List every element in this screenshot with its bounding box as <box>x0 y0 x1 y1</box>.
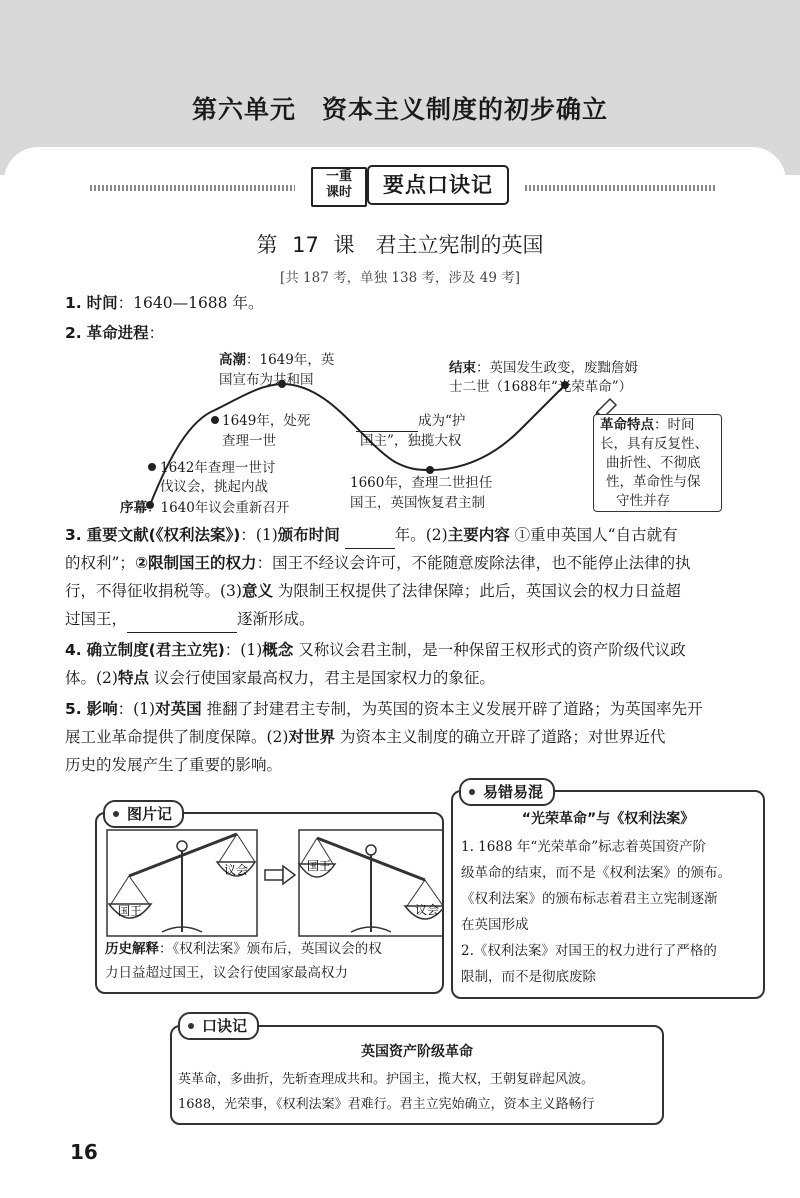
confusion-line-4: 在英国形成 <box>461 917 529 933</box>
lesson-title: 第 17 课 君主立宪制的英国 <box>256 233 544 257</box>
timeline-peak: 高潮：1649年，英 <box>219 352 335 368</box>
picture-box-tag: 图片记 <box>103 800 184 828</box>
exam-statistics: [共 187 考，单独 138 考，涉及 49 考] <box>280 270 520 286</box>
badge-lesson-tag: 一重 课时 <box>311 167 367 207</box>
left-parliament-label: 议会 <box>224 863 249 877</box>
picture-caption-2: 力日益超过国王，议会行使国家最高权力 <box>105 965 348 981</box>
item-bill-line-2: 的权利”；②限制国王的权力：国王不经议会许可，不能随意废除法律，也不能停止法律的执 <box>65 554 691 572</box>
item-system-line-2: 体。(2)特点 议会行使国家最高权力，君主是国家权力的象征。 <box>65 669 495 687</box>
confusion-box <box>451 790 765 999</box>
item-impact: 5. 影响：(1)对英国 推翻了封建君主专制，为英国的资本主义发展开辟了道路；为英国率先开 <box>65 700 703 718</box>
timeline-end-2: 士二世（1688年“光荣革命”） <box>449 379 633 395</box>
confusion-line-2: 级革命的结束，而不是《权利法案》的颁布。 <box>461 865 731 881</box>
mnemonic-line-2: 1688，光荣事，《权利法案》君难行。君主立宪始确立，资本主义路畅行 <box>178 1097 595 1112</box>
picture-caption-1: 历史解释：《权利法案》颁布后，英国议会的权 <box>105 941 382 957</box>
badge-title: 要点口诀记 <box>367 165 509 205</box>
unit-title: 第六单元 资本主义制度的初步确立 <box>191 95 608 124</box>
arrow-right-icon <box>265 866 295 884</box>
item-bill-of-rights: 3. 重要文献(《权利法案》)：(1)颁布时间 年。(2)主要内容 ①重申英国人“自古就有 <box>65 522 678 549</box>
timeline-prelude: 序幕：1640年议会重新召开 <box>120 500 290 516</box>
mnemonic-box-tag: 口诀记 <box>178 1012 259 1040</box>
item-bill-line-3: 行，不得征收捐税等。(3)意义 为限制王权提供了法律保障；此后，英国议会的权力日益超 <box>65 582 681 600</box>
item-time: 1. 时间：1640—1688 年。 <box>65 294 264 312</box>
item-impact-line-2: 展工业革命提供了制度保障。(2)对世界 为资本主义制度的确立开辟了道路；对世界近代 <box>65 728 666 746</box>
revolution-features-box: 革命特点：时间 长，具有反复性、 曲折性、不彻底 性，革命性与保 守性并存 <box>593 414 722 512</box>
timeline-end: 结束：英国发生政变，废黜詹姆 <box>449 360 638 376</box>
left-king-label: 国王 <box>118 904 143 918</box>
timeline-1642-2: 伐议会，挑起内战 <box>160 479 268 495</box>
confusion-title: “光荣革命”与《权利法案》 <box>521 811 695 827</box>
confusion-line-5: 2.《权利法案》对国王的权力进行了严格的 <box>461 943 717 959</box>
page-number: 16 <box>70 1140 98 1164</box>
mnemonic-title: 英国资产阶级革命 <box>361 1044 473 1060</box>
timeline-1649-2: 查理一世 <box>222 433 276 449</box>
timeline-1660: 1660年，查理二世担任 <box>350 475 493 491</box>
timeline-1649: 1649年，处死 <box>222 413 311 429</box>
timeline-1660-2: 国王，英国恢复君主制 <box>350 495 485 511</box>
timeline-1642: 1642年查理一世讨 <box>160 460 276 476</box>
confusion-line-6: 限制，而不是彻底废除 <box>461 969 596 985</box>
item-impact-line-3: 历史的发展产生了重要的影响。 <box>65 756 283 774</box>
confusion-line-1: 1. 1688 年“光荣革命”标志着英国资产阶 <box>461 839 707 855</box>
item-system: 4. 确立制度(君主立宪)：(1)概念 又称议会君主制，是一种保留王权形式的资产阶级代议政 <box>65 641 686 659</box>
confusion-box-tag: 易错易混 <box>459 778 555 806</box>
point-1642 <box>148 463 156 471</box>
confusion-line-3: 《权利法案》的颁布标志着君主立宪制逐渐 <box>461 891 718 907</box>
timeline-protector: 成为“护 <box>356 411 465 432</box>
mnemonic-box <box>170 1025 664 1125</box>
item-bill-line-4: 过国王， 逐渐形成。 <box>65 606 315 633</box>
item-process: 2. 革命进程： <box>65 324 165 342</box>
right-king-label: 国王 <box>307 859 332 873</box>
timeline-protector-2: 国主”，独揽大权 <box>360 433 462 449</box>
mnemonic-line-1: 英革命，多曲折，先斩查理成共和。护国主，揽大权，王朝复辟起风波。 <box>178 1072 595 1087</box>
timeline-peak-2: 国宣布为共和国 <box>219 372 314 388</box>
right-parliament-label: 议会 <box>415 903 440 917</box>
picture-box <box>95 812 444 994</box>
point-1649-execution <box>211 416 219 424</box>
